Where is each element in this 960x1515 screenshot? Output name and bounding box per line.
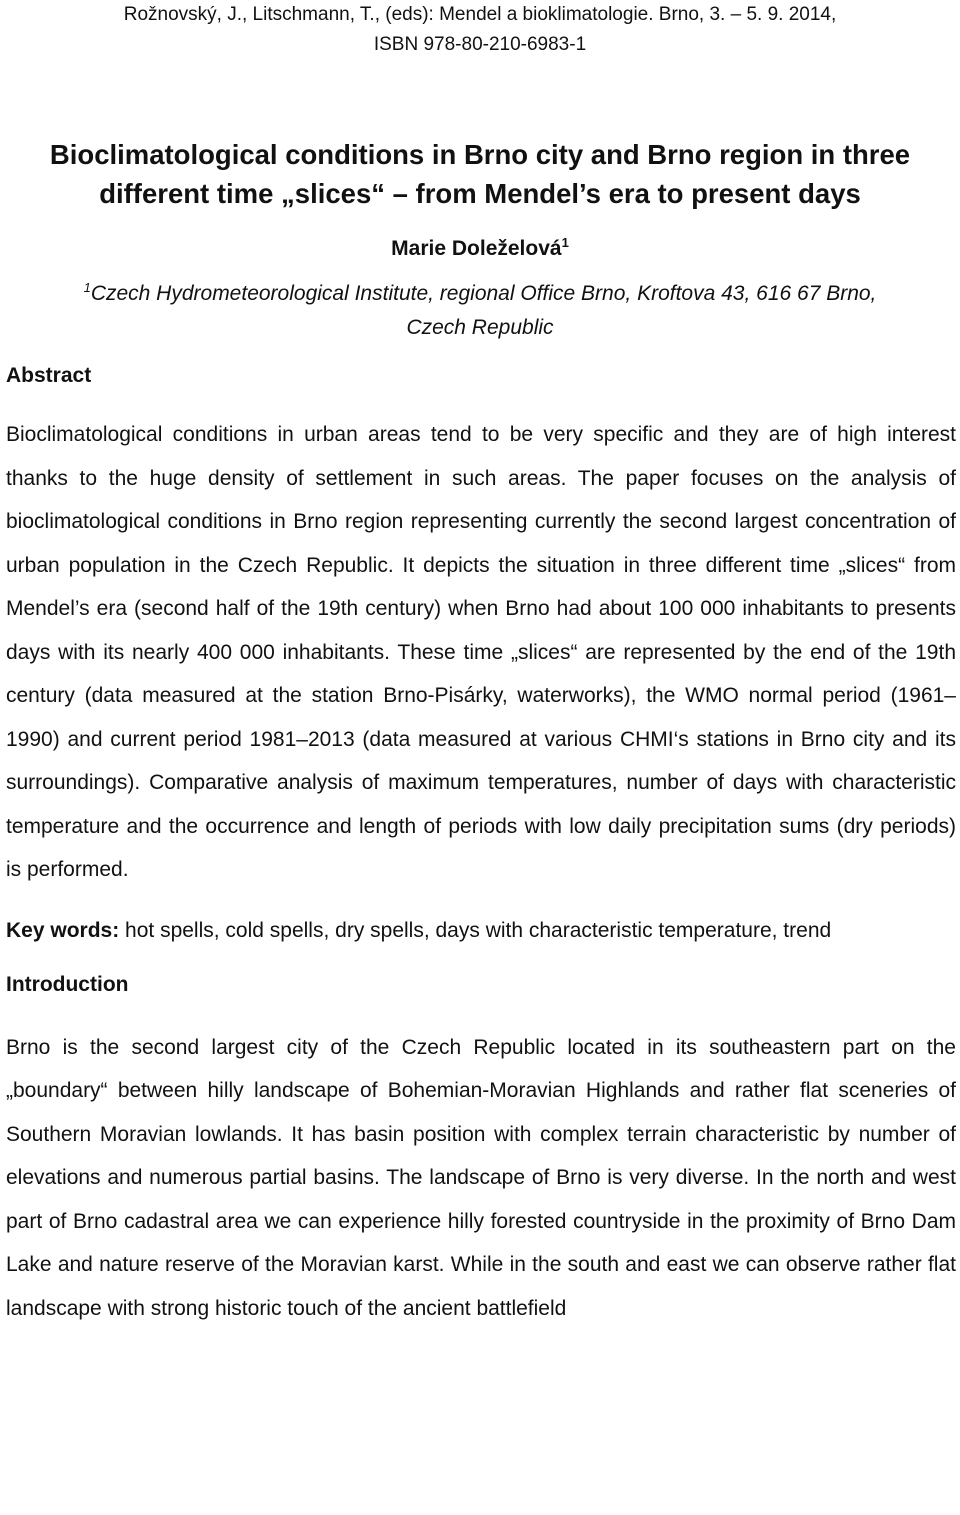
title-line-1: Bioclimatological conditions in Brno city and Brno region in three [49,139,911,170]
citation-header [0,0,960,60]
affiliation-line-1 [0,277,960,311]
introduction-heading: Introduction [6,972,129,996]
keywords [0,914,960,948]
keywords-text: hot spells, cold spells, dry spells, days with characteristic temperature, trend [119,918,832,942]
title-line-2: different time „slices“ – from Mendel’s era to present days [99,178,861,209]
keywords-label: Key words: [6,918,120,942]
affiliation-mark: 1 [83,280,91,295]
abstract-heading: Abstract [6,364,92,387]
affiliation [0,277,960,345]
author [0,234,960,264]
isbn-line: ISBN 978-80-210-6983-1 [373,34,587,55]
affiliation-text-1: Czech Hydrometeorological Institute, regional Office Brno, Kroftova 43, 616 67 Brno, [90,282,877,305]
author-affiliation-mark: 1 [561,235,569,250]
author-name: Marie Doleželová [391,237,562,260]
affiliation-line-2: Czech Republic [406,316,554,339]
abstract-text: Bioclimatological conditions in urban areas tend to be very specific and they are of high interest thanks to the huge density of settlement in such areas. The paper focuses on the analysis of bioclimatological conditions in Brno region representing currently the second largest concentration of urban population in the Czech Republic. It depicts the situation in three different time „slices“ from Mendel’s era (second half of the 19th century) when Brno had about 100 000 inhabitants to presents days with its nearly 400 000 inhabitants. These time „slices“ are represented by the end of the 19th century (data measured at the station Brno-Pisárky, waterworks), the WMO normal period (1961–1990) and current period 1981–2013 (data measured at various CHMI‘s stations in Brno city and its surroundings). Comparative analysis of maximum temperatures, number of days with characteristic temperature and the occurrence and length of periods with low daily precipitation sums (dry periods) is performed. [6,423,956,881]
citation-line: Rožnovský, J., Litschmann, T., (eds): Mendel a bioklimatologie. Brno, 3. – 5. 9. 2014, [123,4,837,25]
paper-title [0,135,960,213]
introduction-text: Brno is the second largest city of the Czech Republic located in its southeastern part on the „boundary“ between hilly landscape of Bohemian-Moravian Highlands and rather flat sceneries of Southern Moravian lowlands. It has basin position with complex terrain characteristic by number of elevations and numerous partial basins. The landscape of Brno is very diverse. In the north and west part of Brno cadastral area we can experience hilly forested countryside in the proximity of Brno Dam Lake and nature reserve of the Moravian karst. While in the south and east we can observe rather flat landscape with strong historic touch of the ancient battlefield [6,1035,956,1320]
